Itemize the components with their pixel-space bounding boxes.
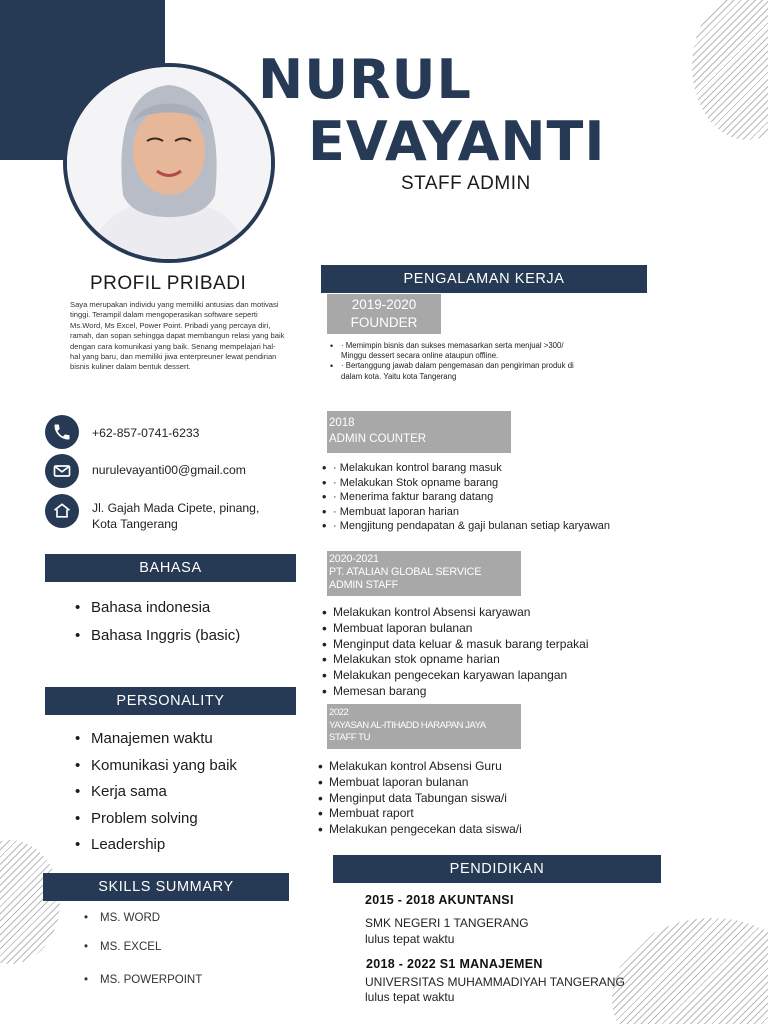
languages-heading: BAHASA [45,554,296,582]
striped-circle-decoration-bottom [612,918,768,1024]
personality-heading: PERSONALITY [45,687,296,715]
address-line-1: Jl. Gajah Mada Cipete, pinang, [92,501,260,515]
list-item: • Melakukan kontrol Absensi Guru [318,759,628,775]
experience-heading: PENGALAMAN KERJA [321,265,647,293]
home-icon [45,494,79,528]
job-duties-admin-staff [322,605,632,700]
list-item: • Membuat laporan bulanan [322,621,632,637]
education-heading-2: 2018 - 2022 S1 MANAJEMEN [366,957,543,971]
list-item: • Membuat raport [318,806,628,822]
languages-list [75,594,240,650]
list-item: • · Memimpin bisnis dan sukses memasarkan serta menjual >300/ Minggu dessert secara online ataupun offline. [330,341,588,361]
education-note-1: lulus tepat waktu [365,932,455,946]
profile-description: Saya merupakan individu yang memiliki antusias dan motivasi tinggi. Terampil dalam mengoperasikan software seperti Ms.Word, Ms Excel, Power Point. Pribadi yang percaya diri, ramah, dan sopan sehingga dapat membangun relasi yang baik dengan cara komunikasi yang baik. Senang mempelajari hal-hal yang baru, dan memiliki jiwa enterpreuner lewat pendirian bisnis kuliner dalam bentuk dessert. [70,300,285,372]
skills-heading: SKILLS SUMMARY [43,873,289,901]
list-item: • Melakukan pengecekan karyawan lapangan [322,668,632,684]
list-item: • · Mengjitung pendapatan & gaji bulanan setiap karyawan [322,519,612,534]
list-item: • Kerja sama [75,779,237,806]
job-duties-staff-tu [318,759,628,838]
job-position: STAFF TU [329,732,370,744]
job-tag-admin-counter [327,411,511,453]
list-item: • MS. WORD [84,910,202,926]
list-item: • · Membuat laporan harian [322,505,612,520]
job-company: YAYASAN AL-ITIHADD HARAPAN JAYA [329,719,486,731]
list-item: • Manajemen waktu [75,726,237,753]
job-position: ADMIN COUNTER [329,433,427,445]
phone-icon [45,415,79,449]
job-title: STAFF ADMIN [401,173,531,194]
list-item: • Bahasa indonesia [75,594,240,622]
list-item: • · Melakukan Stok opname barang [322,476,612,491]
mail-icon [45,454,79,488]
phone-number: +62-857-0741-6233 [92,426,200,440]
list-item: • Memesan barang [322,684,632,700]
list-item: • Bahasa Inggris (basic) [75,622,240,650]
education-heading-1: 2015 - 2018 AKUNTANSI [365,893,514,907]
email-address: nurulevayanti00@gmail.com [92,463,246,477]
list-item: • Menginput data keluar & masuk barang terpakai [322,637,632,653]
first-name: NURUL [258,48,472,111]
list-item: • Menginput data Tabungan siswa/i [318,791,628,807]
list-item: • Komunikasi yang baik [75,753,237,780]
address-line-2: Kota Tangerang [92,517,178,531]
job-position: FOUNDER [350,315,418,330]
list-item: • Membuat laporan bulanan [318,775,628,791]
profile-photo-illustration [67,67,271,259]
job-duties-founder [330,341,588,382]
profile-photo [63,63,275,263]
list-item: • Problem solving [75,806,237,833]
job-period: 2022 [329,707,349,718]
education-school-1: SMK NEGERI 1 TANGERANG [365,916,529,930]
last-name: EVAYANTI [308,110,606,173]
list-item: • MS. EXCEL [84,939,202,955]
list-item: • · Menerima faktur barang datang [322,490,612,505]
list-item: • Leadership [75,832,237,859]
job-period: 2019-2020 [351,297,417,312]
education-note-2: lulus tepat waktu [365,990,455,1004]
job-tag-staff-tu [327,704,521,749]
job-period: 2020-2021 [329,553,379,565]
job-duties-admin-counter [322,461,612,534]
list-item: • Melakukan pengecekan data siswa/i [318,822,628,838]
list-item: • MS. POWERPOINT [84,972,202,988]
list-item: • Melakukan kontrol Absensi karyawan [322,605,632,621]
job-tag-founder [327,294,441,334]
job-position: ADMIN STAFF [329,579,398,591]
striped-circle-decoration-top [692,0,768,140]
job-tag-admin-staff [327,551,521,596]
education-heading: PENDIDIKAN [333,855,661,883]
personality-list [75,726,237,859]
profile-heading: PROFIL PRIBADI [90,273,247,294]
education-school-2: UNIVERSITAS MUHAMMADIYAH TANGERANG [365,975,625,989]
list-item: • · Bertanggung jawab dalam pengemasan dan pengiriman produk di dalam kota. Yaitu kota Tangerang [330,361,588,381]
list-item: • · Melakukan kontrol barang masuk [322,461,612,476]
striped-circle-decoration-left [0,840,60,964]
job-company: PT. ATALIAN GLOBAL SERVICE [329,566,482,578]
skills-list [84,910,202,988]
list-item: • Melakukan stok opname harian [322,652,632,668]
job-period: 2018 [329,417,355,429]
